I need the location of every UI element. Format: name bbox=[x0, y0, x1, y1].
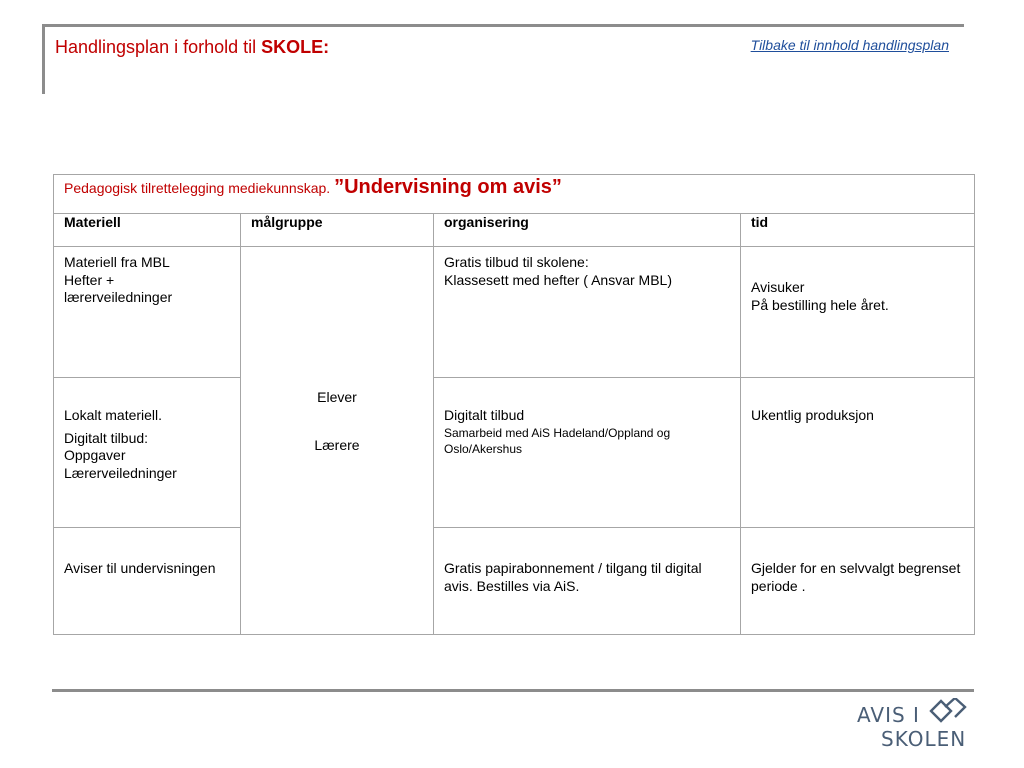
left-rule bbox=[42, 24, 45, 94]
page-title bbox=[55, 37, 329, 58]
logo-line2: SKOLEN bbox=[881, 727, 967, 750]
cell-line: Digitalt tilbud: bbox=[64, 429, 149, 446]
table-caption-row bbox=[54, 175, 975, 214]
cell-malgruppe bbox=[241, 247, 434, 635]
page-title-bold: SKOLE: bbox=[261, 37, 330, 57]
malgruppe-elever: Elever bbox=[317, 389, 357, 405]
cell-organisering bbox=[434, 378, 741, 528]
logo-diamond-icon bbox=[931, 698, 965, 721]
malgruppe-laerere: Lærere bbox=[314, 436, 360, 453]
table-row bbox=[54, 528, 975, 635]
table-caption bbox=[54, 175, 975, 214]
cell-line: Lærerveiledninger bbox=[64, 464, 177, 481]
cell-line: På bestilling hele året. bbox=[751, 296, 889, 313]
cell-line: Avisuker bbox=[751, 279, 805, 295]
cell-line: Digitalt tilbud bbox=[444, 407, 525, 423]
cell-materiell bbox=[54, 378, 241, 528]
cell-line: Gratis tilbud til skolene: bbox=[444, 254, 589, 270]
cell-materiell: Aviser til undervisningen bbox=[54, 528, 241, 635]
cell-line: Klassesett med hefter ( Ansvar MBL) bbox=[444, 271, 672, 288]
cell-tid: Gjelder for en selvvalgt begrenset periode . bbox=[741, 528, 975, 635]
back-to-contents-link[interactable]: Tilbake til innhold handlingsplan bbox=[750, 37, 949, 53]
action-plan-table bbox=[53, 174, 975, 635]
avis-i-skolen-logo bbox=[855, 698, 970, 750]
column-header-malgruppe: målgruppe bbox=[241, 214, 434, 247]
top-rule bbox=[42, 24, 964, 27]
bottom-rule bbox=[52, 689, 974, 692]
cell-line: Materiell fra MBL bbox=[64, 254, 170, 270]
logo-line1: AVIS I bbox=[857, 703, 920, 727]
caption-big: ”Undervisning om avis” bbox=[334, 176, 562, 198]
cell-tid bbox=[741, 247, 975, 378]
cell-line: lærerveiledninger bbox=[64, 289, 173, 305]
cell-small-text: Samarbeid med AiS Hadeland/Oppland og Oslo/Akershus bbox=[444, 425, 671, 456]
cell-line: Lokalt materiell. bbox=[64, 407, 163, 423]
cell-line: Hefter + bbox=[64, 271, 115, 288]
table-row bbox=[54, 378, 975, 528]
column-header-materiell: Materiell bbox=[54, 214, 241, 247]
cell-line: Oppgaver bbox=[64, 447, 126, 463]
cell-organisering bbox=[434, 247, 741, 378]
cell-materiell bbox=[54, 247, 241, 378]
caption-small: Pedagogisk tilrettelegging mediekunnskap. bbox=[64, 180, 335, 196]
table-row bbox=[54, 247, 975, 378]
column-header-row bbox=[54, 214, 975, 247]
cell-tid: Ukentlig produksjon bbox=[741, 378, 975, 528]
cell-organisering: Gratis papirabonnement / tilgang til digital avis. Bestilles via AiS. bbox=[434, 528, 741, 635]
column-header-tid: tid bbox=[741, 214, 975, 247]
page-title-prefix: Handlingsplan i forhold til bbox=[55, 37, 262, 57]
column-header-organisering: organisering bbox=[434, 214, 741, 247]
